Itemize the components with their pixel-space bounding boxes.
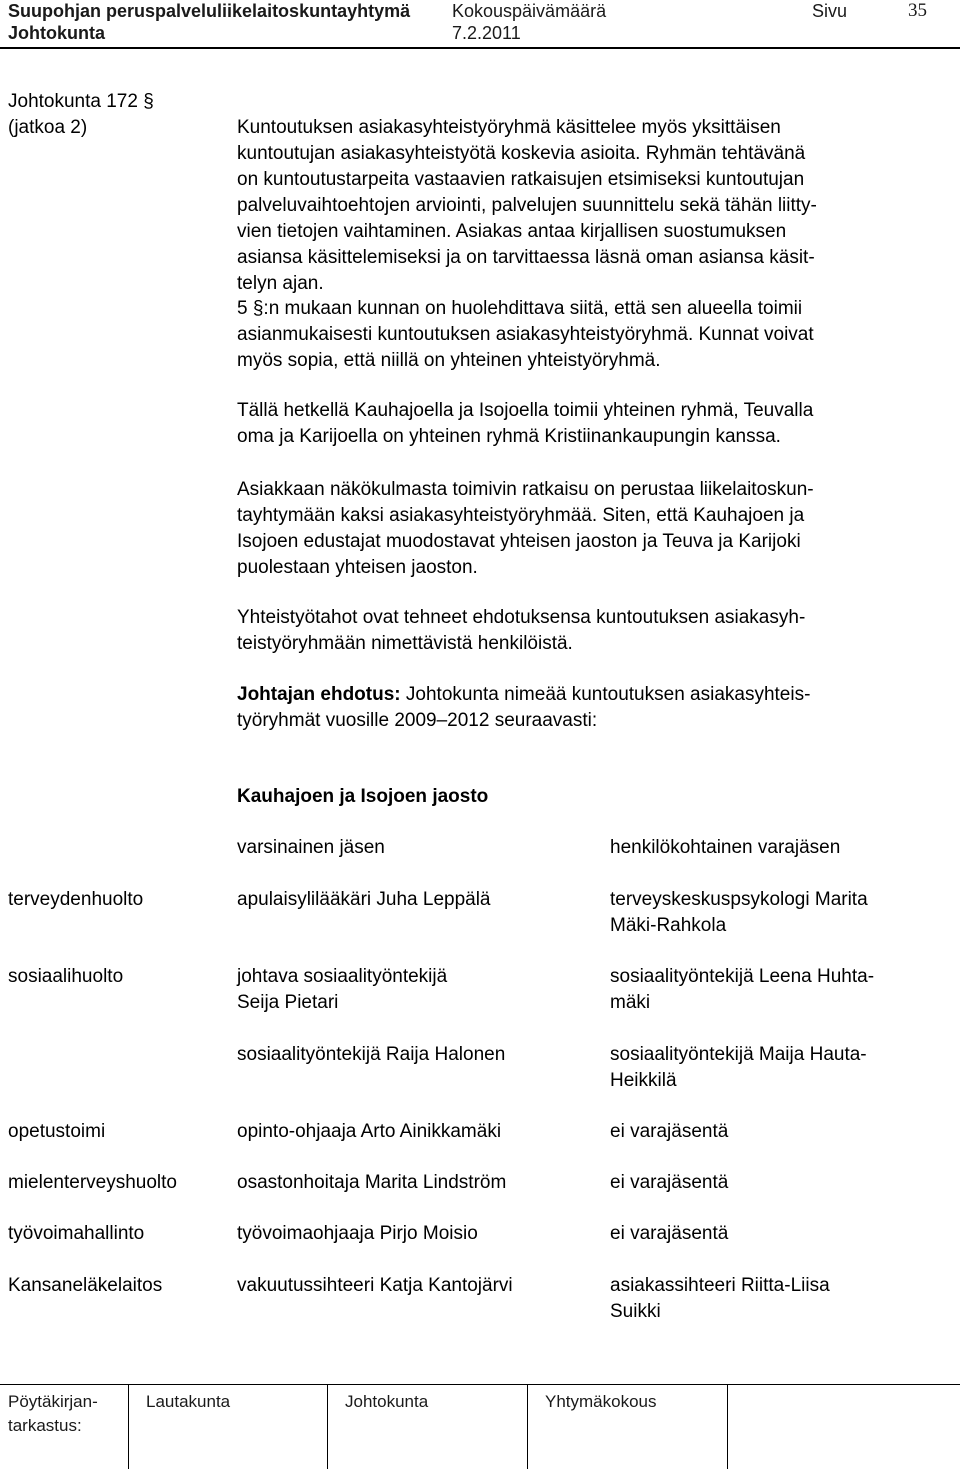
- header-divider: [0, 47, 960, 49]
- sector-cell: työvoimahallinto: [8, 1223, 145, 1244]
- text-line: puolestaan yhteisen jaoston.: [237, 557, 478, 578]
- section-title: Johtokunta 172 §: [8, 91, 154, 112]
- footer-board-column: Yhtymäkokous: [545, 1392, 657, 1411]
- column-deputy-header: henkilökohtainen varajäsen: [610, 837, 841, 858]
- text-line: tayhtymään kaksi asiakasyhteistyöryhmää. Siten, että Kauhajoen ja: [237, 505, 805, 526]
- text-line: Isojoen edustajat muodostavat yhteisen jaoston ja Teuva ja Karijoki: [237, 531, 801, 552]
- footer-divider: [0, 1384, 960, 1385]
- text-line: palveluvaihtoehtojen arviointi, palvelujen suunnittelu sekä tähän liitty-: [237, 195, 817, 216]
- sector-cell: Kansaneläkelaitos: [8, 1275, 163, 1296]
- footer-separator: [727, 1384, 728, 1469]
- column-member-header: varsinainen jäsen: [237, 837, 385, 858]
- deputy-line: ei varajäsentä: [610, 1121, 729, 1142]
- footer-review-line: tarkastus:: [8, 1416, 82, 1435]
- text-line: on kuntoutustarpeita vastaavien ratkaisujen etsimiseksi kuntoutujan: [237, 169, 805, 190]
- section-label: [8, 89, 154, 141]
- header-date-label: Kokouspäivämäärä: [452, 1, 607, 21]
- header-body-name: Johtokunta: [8, 23, 105, 43]
- text-line: myös sopia, että niillä on yhteinen yhteistyöryhmä.: [237, 350, 661, 371]
- proposal-label: Johtajan ehdotus:: [237, 684, 401, 705]
- text-line: Asiakkaan näkökulmasta toimivin ratkaisu on perustaa liikelaitoskun-: [237, 479, 814, 500]
- deputy-line: Mäki-Rahkola: [610, 915, 727, 936]
- section-continuation: (jatkoa 2): [8, 117, 88, 138]
- member-line: osastonhoitaja Marita Lindström: [237, 1172, 507, 1193]
- text-line: kuntoutujan asiakasyhteistyötä koskevia asioita. Ryhmän tehtävänä: [237, 143, 806, 164]
- member-line: vakuutussihteeri Katja Kantojärvi: [237, 1275, 513, 1296]
- member-cell: [237, 1042, 505, 1068]
- deputy-line: ei varajäsentä: [610, 1223, 729, 1244]
- deputy-line: sosiaalityöntekijä Leena Huhta-: [610, 966, 875, 987]
- text-line: 5 §:n mukaan kunnan on huolehdittava siitä, että sen alueella toimii: [237, 298, 803, 319]
- sector-cell: opetustoimi: [8, 1121, 106, 1142]
- header-page-label: Sivu: [812, 1, 848, 21]
- member-cell: [237, 1170, 506, 1196]
- proposal-text: Johtokunta nimeää kuntoutuksen asiakasyhteis-: [400, 684, 811, 705]
- footer-review-line: Pöytäkirjan-: [8, 1392, 98, 1411]
- jaosto-heading: Kauhajoen ja Isojoen jaosto: [237, 786, 489, 807]
- deputy-cell: [610, 887, 868, 939]
- text-line: asiansa käsittelemiseksi ja on tarvittaessa läsnä oman asiansa käsit-: [237, 247, 815, 268]
- footer-separator: [128, 1384, 129, 1469]
- text-line: Tällä hetkellä Kauhajoella ja Isojoella toimii yhteinen ryhmä, Teuvalla: [237, 400, 814, 421]
- sector-cell: mielenterveyshuolto: [8, 1172, 177, 1193]
- deputy-cell: [610, 1170, 728, 1196]
- footer-board-column: Johtokunta: [345, 1392, 429, 1411]
- deputy-cell: [610, 1221, 728, 1247]
- proposal-line-1: [237, 682, 810, 708]
- sector-cell: sosiaalihuolto: [8, 966, 124, 987]
- deputy-line: terveyskeskuspsykologi Marita: [610, 889, 868, 910]
- footer-separator: [327, 1384, 328, 1469]
- text-line: Kuntoutuksen asiakasyhteistyöryhmä käsittelee myös yksittäisen: [237, 117, 781, 138]
- footer-separator: [527, 1384, 528, 1469]
- deputy-line: ei varajäsentä: [610, 1172, 729, 1193]
- member-cell: [237, 1119, 501, 1145]
- deputy-cell: [610, 1273, 830, 1325]
- text-line: oma ja Karijoella on yhteinen ryhmä Kristiinankaupungin kanssa.: [237, 426, 781, 447]
- member-cell: [237, 1221, 478, 1247]
- member-line: johtava sosiaalityöntekijä: [237, 966, 448, 987]
- header-organization: Suupohjan peruspalveluliikelaitoskuntayhtymä: [8, 1, 411, 21]
- member-cell: [237, 964, 447, 1016]
- deputy-line: Suikki: [610, 1301, 661, 1322]
- deputy-line: sosiaalityöntekijä Maija Hauta-: [610, 1044, 867, 1065]
- text-line: vien tietojen vaihtaminen. Asiakas antaa kirjallisen suostumuksen: [237, 221, 787, 242]
- member-line: sosiaalityöntekijä Raija Halonen: [237, 1044, 506, 1065]
- deputy-cell: [610, 1042, 867, 1094]
- text-line: telyn ajan.: [237, 273, 324, 294]
- footer-review-label: [8, 1390, 98, 1469]
- member-line: Seija Pietari: [237, 992, 339, 1013]
- member-line: apulaisylilääkäri Juha Leppälä: [237, 889, 491, 910]
- deputy-line: mäki: [610, 992, 651, 1013]
- deputy-cell: [610, 1119, 728, 1145]
- deputy-line: Heikkilä: [610, 1070, 677, 1091]
- deputy-line: asiakassihteeri Riitta-Liisa: [610, 1275, 830, 1296]
- text-line: Yhteistyötahot ovat tehneet ehdotuksensa kuntoutuksen asiakasyh-: [237, 607, 806, 628]
- deputy-cell: [610, 964, 874, 1016]
- proposal-line-2: työryhmät vuosille 2009–2012 seuraavasti:: [237, 710, 598, 731]
- member-line: työvoimaohjaaja Pirjo Moisio: [237, 1223, 478, 1244]
- text-line: teistyöryhmään nimettävistä henkilöistä.: [237, 633, 573, 654]
- member-cell: [237, 887, 491, 913]
- sector-cell: terveydenhuolto: [8, 889, 144, 910]
- footer-board-column: Lautakunta: [146, 1392, 231, 1411]
- member-cell: [237, 1273, 513, 1299]
- text-line: asianmukaisesti kuntoutuksen asiakasyhteistyöryhmä. Kunnat voivat: [237, 324, 814, 345]
- member-line: opinto-ohjaaja Arto Ainikkamäki: [237, 1121, 502, 1142]
- header-page-number: 35: [908, 0, 927, 21]
- header-date: 7.2.2011: [452, 23, 521, 43]
